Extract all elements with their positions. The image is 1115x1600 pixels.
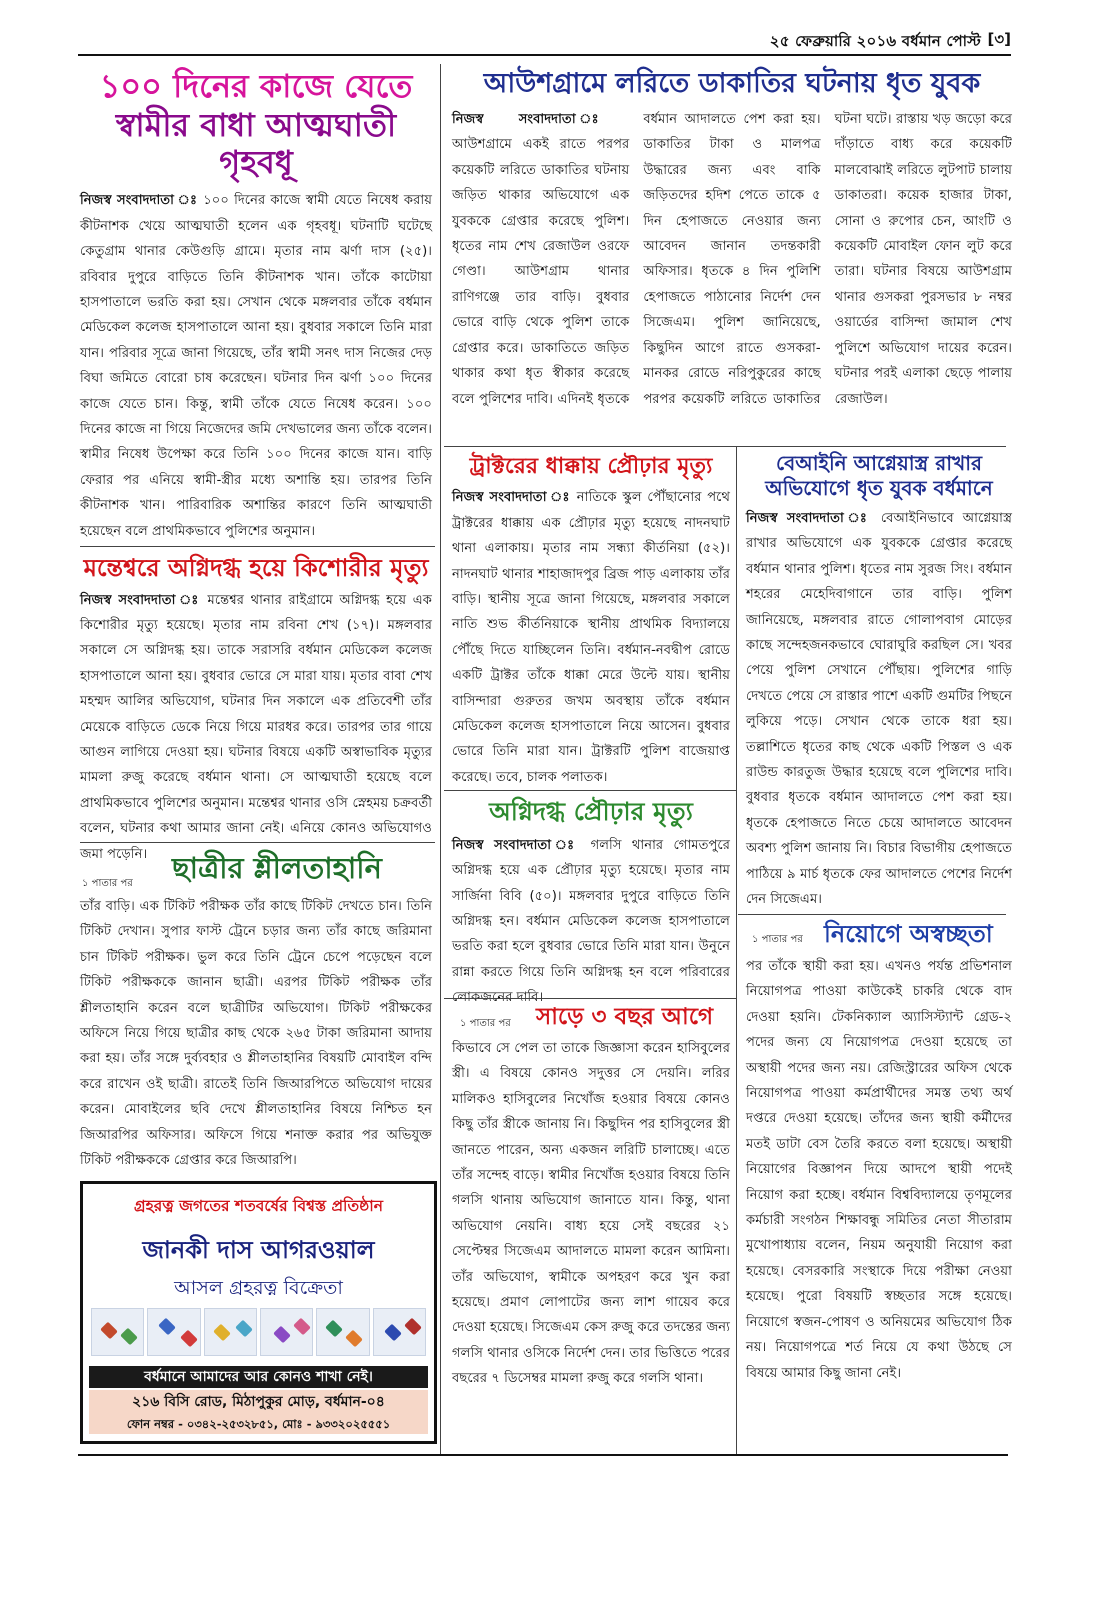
gem-icon <box>91 1308 144 1356</box>
divider <box>444 446 1006 447</box>
column-divider-left <box>440 64 441 1454</box>
ad-tagline: গ্রহরত্ন জগতের শতবর্ষের বিশ্বস্ত প্রতিষ্ঠান <box>134 1196 383 1215</box>
headline: অগ্নিদগ্ধ প্রৌঢ়ার মৃত্যু <box>489 797 693 826</box>
article-molestation <box>80 846 432 1176</box>
ad-address: ২১৬ বিসি রোড, মিঠাপুকুর মোড়, বর্ধমান-০৪ <box>89 1390 428 1414</box>
headline: মন্তেশ্বরে অগ্নিদগ্ধ হয়ে কিশোরীর মৃত্যু <box>83 553 429 582</box>
headline: ট্রাক্টরের ধাক্কায় প্রৌঢ়ার মৃত্যু <box>469 453 713 479</box>
divider <box>80 842 435 843</box>
article-body <box>80 188 432 544</box>
gemstone-advertisement <box>80 1181 437 1444</box>
divider <box>80 546 435 547</box>
article-body <box>746 506 1012 913</box>
dateline: নিজস্ব সংবাদদাতা ঃ <box>452 837 581 853</box>
gem-icon <box>373 1308 426 1356</box>
article-body <box>452 485 730 790</box>
headline-line2: অভিযোগে ধৃত যুবক বর্ধমানে <box>765 476 993 500</box>
header-divider <box>78 54 1011 56</box>
divider <box>444 790 736 791</box>
page-number: [৩] <box>987 30 1011 48</box>
article-recruitment-irregularity <box>746 918 1012 1450</box>
dateline: নিজস্ব সংবাদদাতা ঃ <box>746 511 872 526</box>
headline-line1: বেআইনি আগ্নেয়াস্ত্র রাখার <box>775 451 983 475</box>
article-body <box>452 107 1012 437</box>
article-text: গলসি থানার গোমতপুরে অগ্নিদগ্ধ হয়ে এক প্রৌঢ়ার মৃত্যু হয়েছে। মৃতার নাম সার্জিনা বিবি (৫০)। মঙ্গলবার দুপুরে বাড়িতে তিনি অগ্নিদগ্ধ হন। বর্ধমান মেডিকেল কলেজ হাসপাতালে ভরতি করা হলে বুধবার ভোরে তিনি মারা যান। উনুনে রান্না করতে গিয়ে তিনি অগ্নিদগ্ধ হন বলে পরিবারের লোকজনের দাবি। <box>452 837 730 1006</box>
bottom-rule <box>78 1454 1008 1456</box>
page-header <box>0 26 1115 56</box>
headline: সাড়ে ৩ বছর আগে <box>536 1003 714 1030</box>
header-date-masthead: ২৫ ফেব্রুয়ারি ২০১৬ বর্ধমান পোস্ট <box>769 32 981 50</box>
headline: আউশগ্রামে লরিতে ডাকাতির ঘটনায় ধৃত যুবক <box>483 68 981 99</box>
gem-icon <box>147 1308 200 1356</box>
article-elderly-burn-death <box>452 794 730 1006</box>
article-text: নাতিকে স্কুল পৌঁছানোর পথে ট্রাক্টরের ধাক্কায় এক প্রৌঢ়ার মৃত্যু হয়েছে নাদনঘাট থানা এলাকায়। মৃতার নাম সন্ধ্যা কীর্তনিয়া (৫২)। নাদনঘাট থানার শাহাজাদপুর ব্রিজ পাড় এলাকায় তাঁর বাড়ি। স্থানীয় সূত্রে জানা গিয়েছে, মঙ্গলবার সকালে নাতি শুভ কীর্তনিয়াকে স্থানীয় প্রাথমিক বিদ্যালয়ে পৌঁছে দিতে যাচ্ছিলেন তিনি। বর্ধমান-নবদ্বীপ রোডে একটি ট্রাক্টর তাঁকে ধাক্কা মেরে উল্টে যায়। স্থানীয় বাসিন্দারা গুরুতর জখম অবস্থায় তাঁকে বর্ধমান মেডিকেল কলেজ হাসপাতালে নিয়ে আসেন। বুধবার ভোরে তিনি মারা যান। ট্রাক্টরটি পুলিশ বাজেয়াপ্ত করেছে। তবে, চালক পলাতক। <box>452 490 730 785</box>
article-housewife-suicide <box>80 62 432 548</box>
article-three-years-ago <box>452 1002 730 1450</box>
ad-phone: ফোন নম্বর - ০৩৪২-২৫৩২৮৫১, মোঃ - ৯৩৩২০২৫৫৫১ <box>89 1414 428 1434</box>
continued-from: ১ পাতার পর <box>752 934 803 945</box>
article-body <box>452 833 730 1011</box>
headline-line1: ১০০ দিনের কাজে যেতে <box>99 67 413 105</box>
continued-from: ১ পাতার পর <box>82 878 133 889</box>
dateline: নিজস্ব সংবাদদাতা ঃ <box>452 112 630 128</box>
dateline: নিজস্ব সংবাদদাতা ঃ <box>452 490 572 506</box>
article-body <box>80 588 432 867</box>
dateline: নিজস্ব সংবাদদাতা ঃ <box>80 193 199 209</box>
article-text: বেআইনিভাবে আগ্নেয়াস্ত্র রাখার অভিযোগে এক যুবককে গ্রেপ্তার করেছে বর্ধমান থানার পুলিশ। ধৃতের নাম সুরজ সিং। বর্ধমান শহরের মেহেদিবাগানে তার বাড়ি। পুলিশ জানিয়েছে, মঙ্গলবার রাতে গোলাপবাগ মোড়ের কাছে সন্দেহজনকভাবে ঘোরাঘুরি করছিল সে। খবর পেয়ে পুলিশ সেখানে পৌঁছায়। পুলিশের গাড়ি দেখতে পেয়ে সে রাস্তার পাশে একটি গুমটির পিছনে লুকিয়ে পড়ে। সেখান থেকে তাকে ধরা হয়। তল্লাশিতে ধৃতের কাছ থেকে একটি পিস্তল ও এক রাউন্ড কারতুজ উদ্ধার হয়েছে বলে পুলিশের দাবি। বুধবার ধৃতকে বর্ধমান আদালতে পেশ করা হয়। ধৃতকে হেপাজতে নিতে চেয়ে আদালতে আবেদন অবশ্য পুলিশ জানায় নি। বিচার বিভাগীয় হেপাজতে পাঠিয়ে ৯ মার্চ ধৃতকে ফের আদালতে পেশের নির্দেশ দেন সিজেএম। <box>746 511 1013 908</box>
article-text: আউশগ্রামে একই রাতে পরপর কয়েকটি লরিতে ডাকাতির ঘটনায় জড়িত থাকার অভিযোগে এক যুবককে গ্রেপ্তার করেছে পুলিশ। ধৃতের নাম শেখ রেজাউল ওরফে গেণ্ডা। আউশগ্রাম থানার রাণিগঞ্জে তার বাড়ি। বুধবার ভোরে বাড়ি থেকে পুলিশ তাকে গ্রেপ্তার করে। ডাকাতিতে জড়িত থাকার কথা ধৃত স্বীকার করেছে বলে পুলিশের দাবি। এদিনই ধৃতকে বর্ধমান আদালতে পেশ করা হয়। ডাকাতির টাকা ও মালপত্র উদ্ধারের জন্য এবং বাকি জড়িতদের হদিশ পেতে তাকে ৫ দিন হেপাজতে নেওয়ার জন্য আবেদন জানান তদন্তকারী অফিসার। ধৃতকে ৪ দিন পুলিশি হেপাজতে পাঠানোর নির্দেশ দেন সিজেএম। পুলিশ জানিয়েছে, কিছুদিন আগে রাতে গুসকরা-মানকর রোডে নরিপুকুরের কাছে পরপর কয়েকটি লরিতে ডাকাতির ঘটনা ঘটে। রাস্তায় খড় জড়ো করে দাঁড়াতে বাধ্য করে কয়েকটি মালবোঝাই লরিতে লুটপাট চালায় ডাকাতরা। কয়েক হাজার টাকা, সোনা ও রুপোর চেন, আংটি ও কয়েকটি মোবাইল ফোন লুট করে তারা। ঘটনার বিষয়ে আউশগ্রাম থানার গুসকরা পুরসভার ৮ নম্বর ওয়ার্ডের বাসিন্দা জামাল শেখ পুলিশে অভিযোগ দায়ের করেন। ঘটনার পরই এলাকা ছেড়ে পালায় রেজাউল। <box>452 112 1012 407</box>
article-ausgram-robbery <box>452 62 1012 442</box>
article-tractor-accident <box>452 450 730 788</box>
divider <box>738 914 1006 915</box>
ad-notice: বর্ধমানে আমাদের আর কোনও শাখা নেই। <box>89 1366 428 1388</box>
gem-icon <box>260 1308 313 1356</box>
article-girl-burn-death <box>80 550 432 862</box>
headline: ছাত্রীর শ্লীলতাহানি <box>172 851 382 885</box>
headline: নিয়োগে অস্বচ্ছতা <box>824 919 993 948</box>
gem-icon <box>204 1308 257 1356</box>
headline-line2: স্বামীর বাধা আত্মঘাতী গৃহবধূ <box>115 105 397 181</box>
article-text: ১০০ দিনের কাজে স্বামী যেতে নিষেধ করায় কীটনাশক খেয়ে আত্মঘাতী হলেন এক গৃহবধূ। ঘটনাটি ঘটেছে কেতুগ্রাম থানার কেউগুড়ি গ্রামে। মৃতার নাম ঝর্ণা দাস (২৫)। রবিবার দুপুরে বাড়িতে তিনি কীটনাশক খান। তাঁকে কাটোয়া হাসপাতালে ভরতি করা হয়। সেখান থেকে মঙ্গলবার তাঁকে বর্ধমান মেডিকেল কলেজ হাসপাতালে আনা হয়। বুধবার সকালে তিনি মারা যান। পরিবার সূত্রে জানা গিয়েছে, তাঁর স্বামী সনৎ দাস নিজের দেড় বিঘা জমিতে বোরো চাষ করেছেন। ঘটনার দিন ঝর্ণা ১০০ দিনের কাজে যেতে চান। কিন্তু, স্বামী তাঁকে যেতে নিষেধ করেন। ১০০ দিনের কাজে না গিয়ে নিজেদের জমি দেখভালের জন্য তাঁকে বলেন। স্বামীর নিষেধ উপেক্ষা করে তিনি ১০০ দিনের কাজে যান। বাড়ি ফেরার পর এনিয়ে স্বামী-স্ত্রীর মধ্যে অশান্তি হয়। তারপর তিনি কীটনাশক খান। পারিবারিক অশান্তির কারণে তিনি আত্মঘাতী হয়েছেন বলে প্রাথমিকভাবে পুলিশের অনুমান। <box>80 193 432 539</box>
article-text: তাঁর বাড়ি। এক টিকিট পরীক্ষক তাঁর কাছে টিকিট দেখতে চান। তিনি টিকিট দেখান। সুপার ফাস্ট ট্রেনে চড়ার জন্য তাঁর কাছে জরিমানা চান টিকিট পরীক্ষক। ভুল করে তিনি ট্রেনে চেপে পড়েছেন বলে টিকিট পরীক্ষককে জানান ছাত্রী। এরপর টিকিট পরীক্ষক তাঁর শ্লীলতাহানি করেন বলে ছাত্রীটির অভিযোগ। টিকিট পরীক্ষকের অফিসে নিয়ে গিয়ে ছাত্রীর কাছ থেকে ২৬৫ টাকা জরিমানা আদায় করা হয়। তাঁর সঙ্গে দুর্ব্যবহার ও শ্লীলতাহানির বিষয়টি মোবাইল বন্দি করে রাখেন ওই ছাত্রী। রাতেই তিনি জিআরপিতে অভিযোগ দায়ের করেন। মোবাইলের ছবি দেখে শ্লীলতাহানির বিষয়ে নিশ্চিত হন জিআরপির অফিসার। অফিসে গিয়ে শনাক্ত করার পর অভিযুক্ত টিকিট পরীক্ষককে গ্রেপ্তার করে জিআরপি। <box>80 899 432 1169</box>
gem-icon <box>316 1308 369 1356</box>
divider <box>444 998 736 999</box>
article-text: মন্তেশ্বর থানার রাইগ্রামে অগ্নিদগ্ধ হয়ে এক কিশোরীর মৃত্যু হয়েছে। মৃতার নাম রবিনা শেখ (১৭)। মঙ্গলবার সকালে সে অগ্নিদগ্ধ হয়। তাকে সরাসরি বর্ধমান মেডিকেল কলেজ হাসপাতালে আনা হয়। বুধবার ভোরে সে মারা যায়। মৃতার বাবা শেখ মহম্মদ আলির অভিযোগ, ঘটনার দিন সকালে এক প্রতিবেশী তাঁর মেয়েকে বাড়িতে ডেকে নিয়ে গিয়ে মারধর করে। তারপর তার গায়ে আগুন লাগিয়ে দেওয়া হয়। ঘটনার বিষয়ে একটি অস্বাভাবিক মৃত্যুর মামলা রুজু করেছে বর্ধমান থানা। সে আত্মঘাতী হয়েছে বলে প্রাথমিকভাবে পুলিশের অনুমান। মন্তেশ্বর থানার ওসি স্নেহময় চক্রবর্তী বলেন, ঘটনার কথা আমার জানা নেই। এনিয়ে কোনও অভিযোগও জমা পড়েনি। <box>80 592 432 862</box>
column-divider-right <box>736 446 737 1454</box>
continued-from: ১ পাতার পর <box>460 1018 511 1029</box>
article-text: কিভাবে সে পেল তা তাকে জিজ্ঞাসা করেন হাসিবুলের স্ত্রী। এ বিষয়ে কোনও সদুত্তর সে দেয়নি। লরির মালিকও হাসিবুলের নিখোঁজ হওয়ার বিষয়ে কোনও কিছু তাঁর স্ত্রীকে জানায় নি। কিছুদিন পর হাসিবুলের স্ত্রী জানতে পারেন, অন্য একজন লরিটি চালাচ্ছে। এতে তাঁর সন্দেহ বাড়ে। স্বামীর নিখোঁজ হওয়ার বিষয়ে তিনি গলসি থানায় অভিযোগ জানাতে যান। কিন্তু, থানা অভিযোগ নেয়নি। বাধ্য হয়ে সেই বছরের ২১ সেপ্টেম্বর সিজেএম আদালতে মামলা করেন আমিনা। তাঁর অভিযোগ, স্বামীকে অপহরণ করে খুন করা হয়েছে। প্রমাণ লোপাটের জন্য লাশ গায়েব করে দেওয়া হয়েছে। সিজেএম কেস রুজু করে তদন্তের জন্য গলসি থানার ওসিকে নির্দেশ দেন। তার ভিত্তিতে পরের বছরের ৭ ডিসেম্বর মামলা রুজু করে গলসি থানা। <box>452 1041 730 1387</box>
article-illegal-firearm <box>746 450 1012 910</box>
gemstones-image <box>91 1308 426 1356</box>
dateline: নিজস্ব সংবাদদাতা ঃ <box>80 592 201 608</box>
article-text: পর তাঁকে স্থায়ী করা হয়। এখনও পর্যন্ত প্রভিশনাল নিয়োগপত্র পাওয়া কাউকেই চাকরি থেকে বাদ দেওয়া হয়নি। টেকনিক্যাল অ্যাসিস্ট্যান্ট গ্রেড-২ পদের জন্য যে নিয়োগপত্র দেওয়া হয়েছে তা অস্থায়ী পদের জন্য নয়। রেজিস্ট্রারের অফিস থেকে নিয়োগপত্র পাওয়া কর্মপ্রার্থীদের সমস্ত তথ্য অর্থ দপ্তরে দেওয়া হয়েছে। তাঁদের জন্য স্থায়ী কর্মীদের মতই ডাটা বেস তৈরি করতে বলা হয়েছে। অস্থায়ী নিয়োগের বিজ্ঞাপন দিয়ে আদপে স্থায়ী পদেই নিয়োগ করা হচ্ছে। বর্ধমান বিশ্ববিদ্যালয়ে তৃণমূলের কর্মচারী সংগঠন শিক্ষাবন্ধু সমিতির নেতা সীতারাম মুখোপাধ্যায় বলেন, নিয়ম অনুযায়ী নিয়োগ করা হয়েছে। বেসরকারি সংস্থাকে দিয়ে পরীক্ষা নেওয়া হয়েছে। পুরো বিষয়টি স্বচ্ছতার সঙ্গে হয়েছে। নিয়োগে স্বজন-পোষণ ও অনিয়মের অভিযোগ ঠিক নয়। নিয়োগপত্রে শর্ত নিয়ে যে কথা উঠছে সে বিষয়ে আমার কিছু জানা নেই। <box>746 959 1012 1381</box>
ad-subtitle: আসল গ্রহরত্ন বিক্রেতা <box>174 1277 343 1299</box>
ad-business-name: জানকী দাস আগরওয়াল <box>142 1235 375 1264</box>
